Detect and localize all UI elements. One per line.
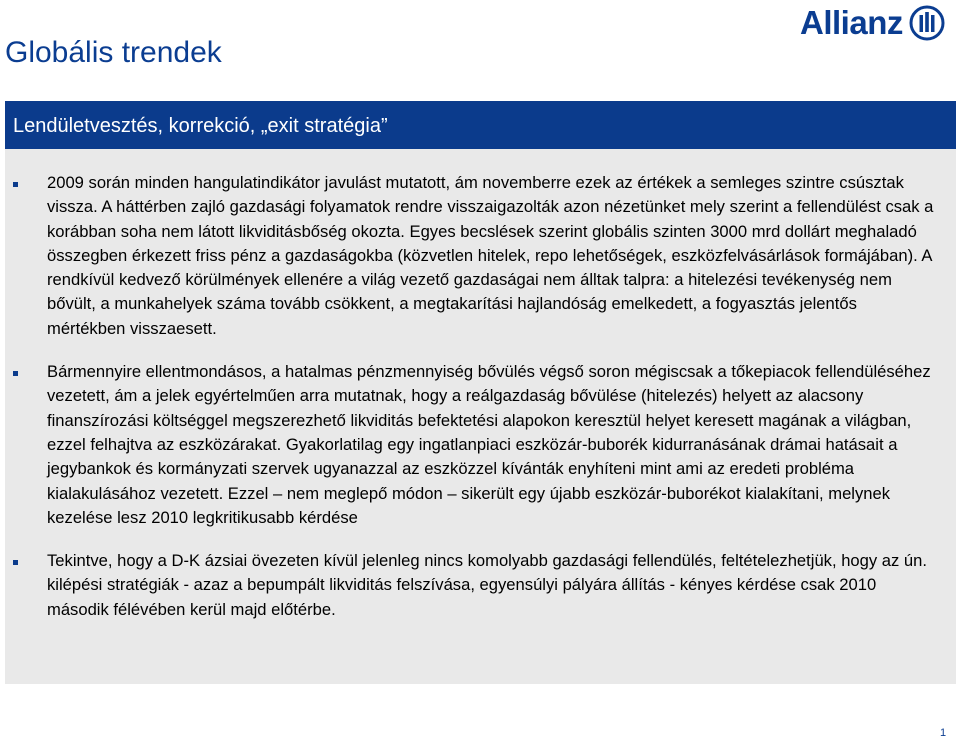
bullet-list xyxy=(5,171,956,641)
content-panel xyxy=(5,101,956,684)
logo-text: Allianz xyxy=(800,4,903,41)
subtitle-bar xyxy=(5,101,956,149)
bullet-item xyxy=(5,171,956,341)
bullet-item xyxy=(5,360,956,530)
bullet-square-icon xyxy=(13,371,18,376)
page-title: Globális trendek xyxy=(5,36,222,69)
bullet-text: Bármennyire ellentmondásos, a hatalmas pénzmennyiség bővülés végső soron mégiscsak a tőkepiacok fellendüléséhez vezetett, ám a jelek egyértelműen arra mutatnak, hogy a reálgazdaság bővülése (hitelezés) helyett az alacsony finanszírozási költséggel megszerezhető likviditás befektetési alapokon keresztül helyet keresett magának a világban, ezzel felhajtva az eszközárakat. Gyakorlatilag egy ingatlanpiaci eszközár-buborék kidurranásának drámai hatásait a jegybankok és kormányzati szervek ugyanazzal az eszközzel kívánták enyhíteni mint ami az eredeti probléma kialakulásához vezetett. Ezzel – nem meglepő módon – sikerült egy újabb eszközár-buborékot kialakítani, melynek kezelése lesz 2010 legkritikusabb kérdése xyxy=(47,362,931,527)
bullet-item xyxy=(5,549,956,622)
bullet-square-icon xyxy=(13,182,18,187)
subtitle: Lendületvesztés, korrekció, „exit stratégia” xyxy=(13,115,388,137)
bullet-text: 2009 során minden hangulatindikátor javulást mutatott, ám novemberre ezek az értékek a semleges szintre csúsztak vissza. A háttérben zajló gazdasági folyamatok rendre visszaigazolták azon nézetünket mely szerint a fellendülést csak a korábban soha nem látott likviditásbőség okozta. Egyes becslések szerint globális szinten 3000 mrd dollárt meghaladó összegben érkezett friss pénz a gazdaságokba (közvetlen hitelek, repo lehetőségek, eszközfelvásárlások formájában). A rendkívül kedvező körülmények ellenére a világ vezető gazdaságai nem álltak talpra: a hitelezési tevékenység nem bővült, a munkahelyek száma tovább csökkent, a megtakarítási hajlandóság emelkedett, a fogyasztás jelentős mértékben visszaesett. xyxy=(47,173,934,338)
bullet-square-icon xyxy=(13,560,18,565)
bullet-text: Tekintve, hogy a D-K ázsiai övezeten kívül jelenleg nincs komolyabb gazdasági fellendülés, feltételezhetjük, hogy az ún. kilépési stratégiák - azaz a bepumpált likviditás felszívása, egyensúlyi pályára állítás - kényes kérdése csak 2010 második félévében kerül majd előtérbe. xyxy=(47,551,927,619)
allianz-logo xyxy=(800,3,958,43)
allianz-eagle-icon xyxy=(909,5,945,41)
page-number: 1 xyxy=(940,727,947,739)
